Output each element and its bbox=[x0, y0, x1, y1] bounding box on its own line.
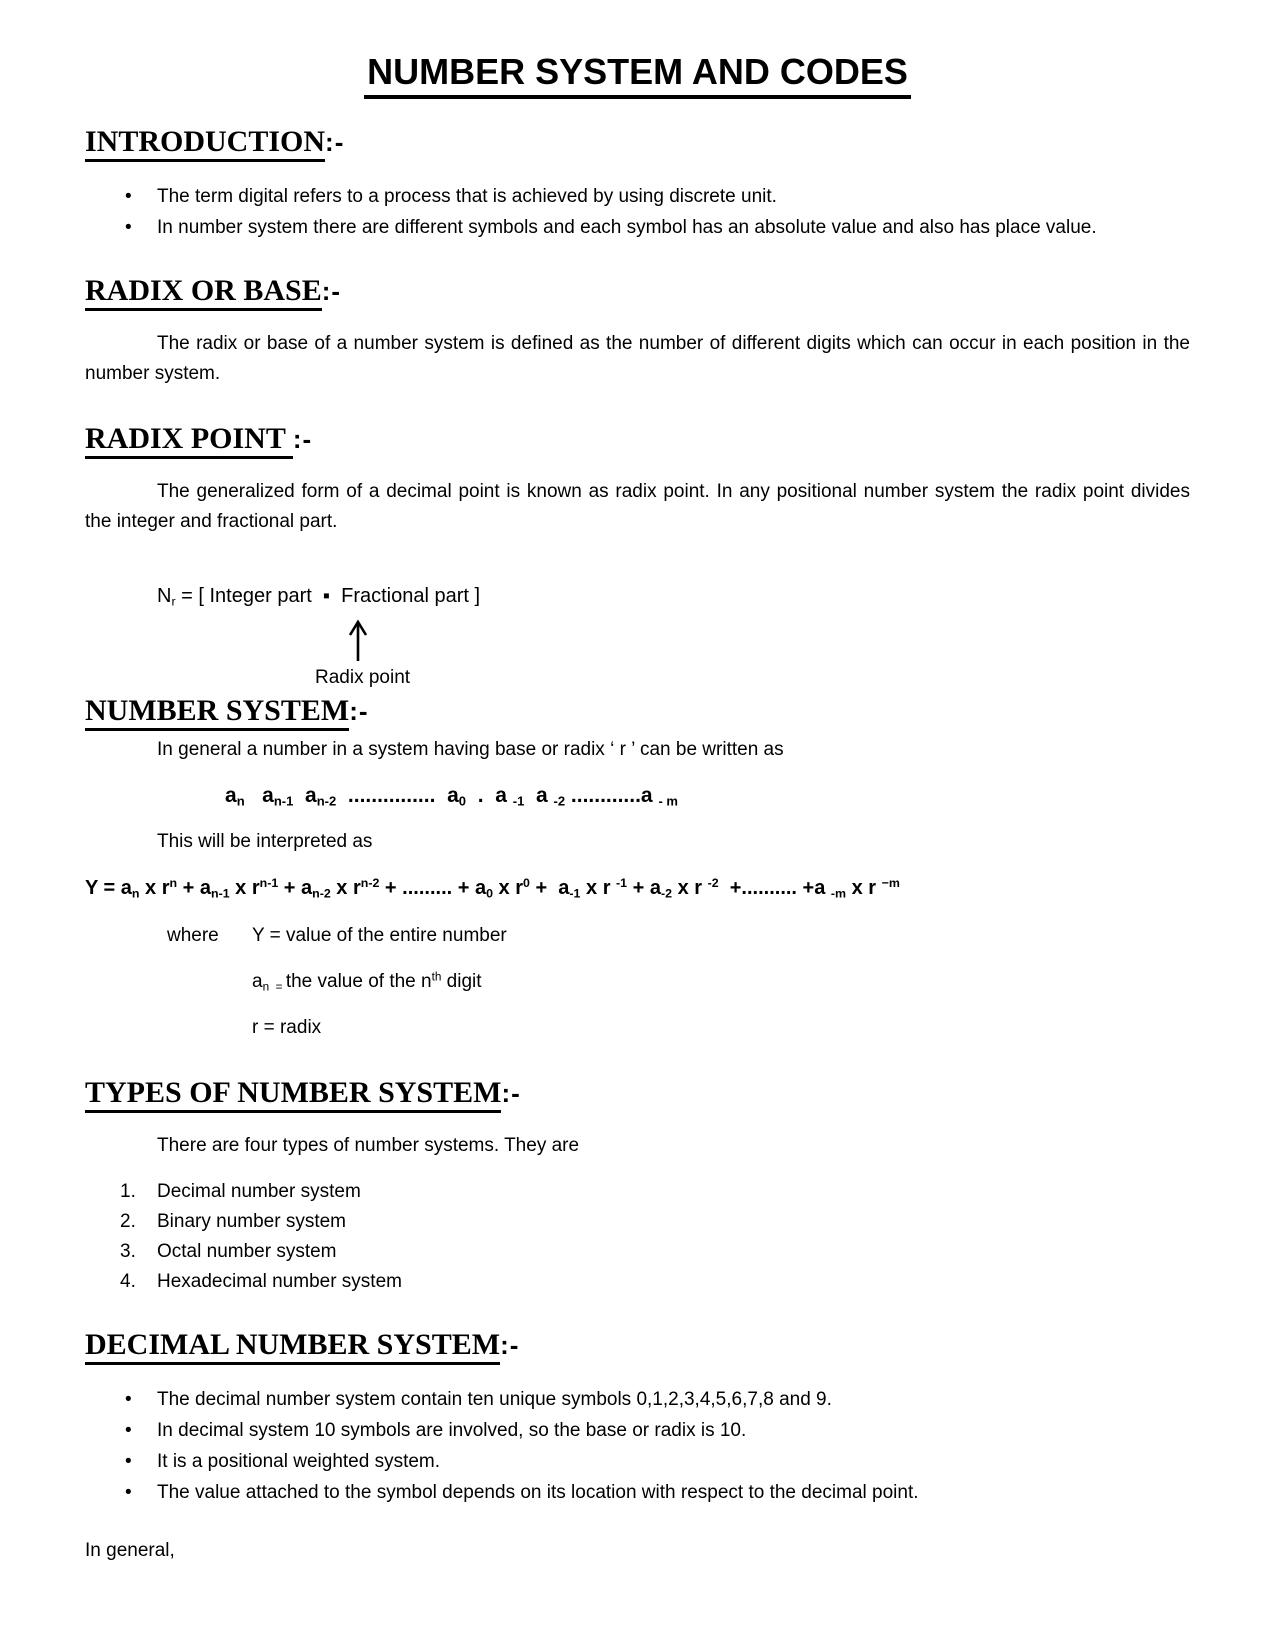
interpreted-text: This will be interpreted as bbox=[157, 831, 373, 852]
decimal-bullet-list bbox=[85, 1385, 1190, 1508]
section-number-system bbox=[85, 693, 1190, 1043]
bullet-icon: • bbox=[125, 1482, 132, 1503]
list-number: 2. bbox=[120, 1211, 136, 1232]
in-general-text: In general, bbox=[85, 1540, 175, 1561]
number-system-heading bbox=[85, 693, 1190, 729]
heading-suffix: :- bbox=[292, 424, 313, 454]
list-item-text: Hexadecimal number system bbox=[157, 1271, 402, 1292]
list-item bbox=[85, 1416, 1190, 1446]
section-introduction bbox=[85, 124, 1190, 243]
introduction-bullet-list bbox=[85, 182, 1190, 243]
section-radix-point bbox=[85, 421, 1190, 693]
list-item-text: The value attached to the symbol depends on its location with respect to the decimal point. bbox=[157, 1482, 919, 1503]
radix-point-heading-text: RADIX POINT bbox=[85, 422, 293, 459]
bullet-icon: • bbox=[125, 1420, 132, 1441]
radix-or-base-heading-text: RADIX OR BASE bbox=[85, 274, 322, 311]
list-item bbox=[85, 182, 1190, 212]
heading-suffix: :- bbox=[321, 276, 342, 306]
introduction-heading bbox=[85, 124, 1190, 160]
page-title bbox=[85, 50, 1190, 94]
bullet-icon: • bbox=[125, 1451, 132, 1472]
heading-suffix: :- bbox=[349, 696, 369, 726]
up-arrow-icon bbox=[347, 619, 1190, 661]
heading-suffix: :- bbox=[500, 1330, 520, 1360]
list-item bbox=[85, 1267, 1190, 1297]
introduction-heading-text: INTRODUCTION bbox=[85, 125, 325, 162]
section-radix-or-base bbox=[85, 273, 1190, 389]
list-item-text: In number system there are different symbols and each symbol has an absolute value and also has place value. bbox=[157, 217, 1097, 238]
list-item bbox=[85, 1177, 1190, 1207]
heading-suffix: :- bbox=[501, 1078, 521, 1108]
list-item-text: The term digital refers to a process that is achieved by using discrete unit. bbox=[157, 186, 777, 207]
bullet-icon: • bbox=[125, 1389, 132, 1410]
number-system-intro: In general a number in a system having base or radix ‘ r ’ can be written as bbox=[157, 739, 784, 760]
bullet-icon: • bbox=[125, 217, 132, 238]
list-number: 3. bbox=[120, 1241, 136, 1262]
radix-or-base-paragraph: The radix or base of a number system is defined as the number of different digits which can occur in each position in the number system. bbox=[85, 333, 1190, 384]
radix-point-paragraph: The generalized form of a decimal point is known as radix point. In any positional number system the radix point divides the integer and fractional part. bbox=[85, 481, 1190, 532]
list-item-text: Binary number system bbox=[157, 1211, 347, 1232]
list-item-text: In decimal system 10 symbols are involved, so the base or radix is 10. bbox=[157, 1420, 747, 1441]
number-system-heading-text: NUMBER SYSTEM bbox=[85, 694, 349, 731]
radix-or-base-heading bbox=[85, 273, 1190, 309]
decimal-heading bbox=[85, 1327, 1190, 1363]
where-label: where bbox=[167, 925, 219, 946]
radix-point-heading bbox=[85, 421, 1190, 457]
list-item bbox=[85, 213, 1190, 243]
digits-sequence-formula: $a_n$ $a_{n-1}$ $a_{n-2}$ ............... $a_0$ . a $_{-1}$ a $_{-2}$ ............a $_{- m}$ bbox=[225, 784, 678, 809]
page-title-text: NUMBER SYSTEM AND CODES bbox=[364, 51, 911, 99]
heading-suffix: :- bbox=[325, 127, 345, 157]
where-line-y: Y = value of the entire number bbox=[252, 925, 507, 946]
section-types-of-number-system bbox=[85, 1075, 1190, 1297]
section-decimal-number-system bbox=[85, 1327, 1190, 1508]
list-item-text: Octal number system bbox=[157, 1241, 337, 1262]
list-item bbox=[85, 1447, 1190, 1477]
list-item-text: The decimal number system contain ten unique symbols 0,1,2,3,4,5,6,7,8 and 9. bbox=[157, 1389, 832, 1410]
where-row bbox=[167, 921, 1190, 951]
types-heading-text: TYPES OF NUMBER SYSTEM bbox=[85, 1076, 501, 1113]
radix-point-formula: $N_r$ = [ Integer part ▪ Fractional part ] bbox=[157, 585, 481, 609]
where-line-r: r = radix bbox=[252, 1017, 322, 1038]
list-number: 4. bbox=[120, 1271, 136, 1292]
expansion-formula: $Y = a_n$ x $r^n + a_{n-1}$ x $r^{n-1} + a_{n-2}$ x $r^{n-2}$ + ......... + $a_0$ x $r^0 + a_{-1}$ x r $^{-1} + a_{-2}$ x r $^{-2}$ +.......... +a $_{-m}$ x r $^{-m}$ bbox=[85, 876, 900, 901]
types-numbered-list bbox=[85, 1177, 1190, 1297]
decimal-heading-text: DECIMAL NUMBER SYSTEM bbox=[85, 1328, 500, 1365]
list-item bbox=[85, 1385, 1190, 1415]
list-item bbox=[85, 1478, 1190, 1508]
bullet-icon: • bbox=[125, 186, 132, 207]
list-item bbox=[85, 1237, 1190, 1267]
radix-point-arrow-label: Radix point bbox=[315, 667, 411, 688]
list-number: 1. bbox=[120, 1181, 136, 1202]
list-item-text: It is a positional weighted system. bbox=[157, 1451, 441, 1472]
types-heading bbox=[85, 1075, 1190, 1111]
list-item bbox=[85, 1207, 1190, 1237]
where-line-an: $a_{n =}$ the value of the $n^{th}$ digit bbox=[252, 970, 482, 994]
list-item-text: Decimal number system bbox=[157, 1181, 361, 1202]
types-intro: There are four types of number systems. They are bbox=[157, 1135, 580, 1156]
